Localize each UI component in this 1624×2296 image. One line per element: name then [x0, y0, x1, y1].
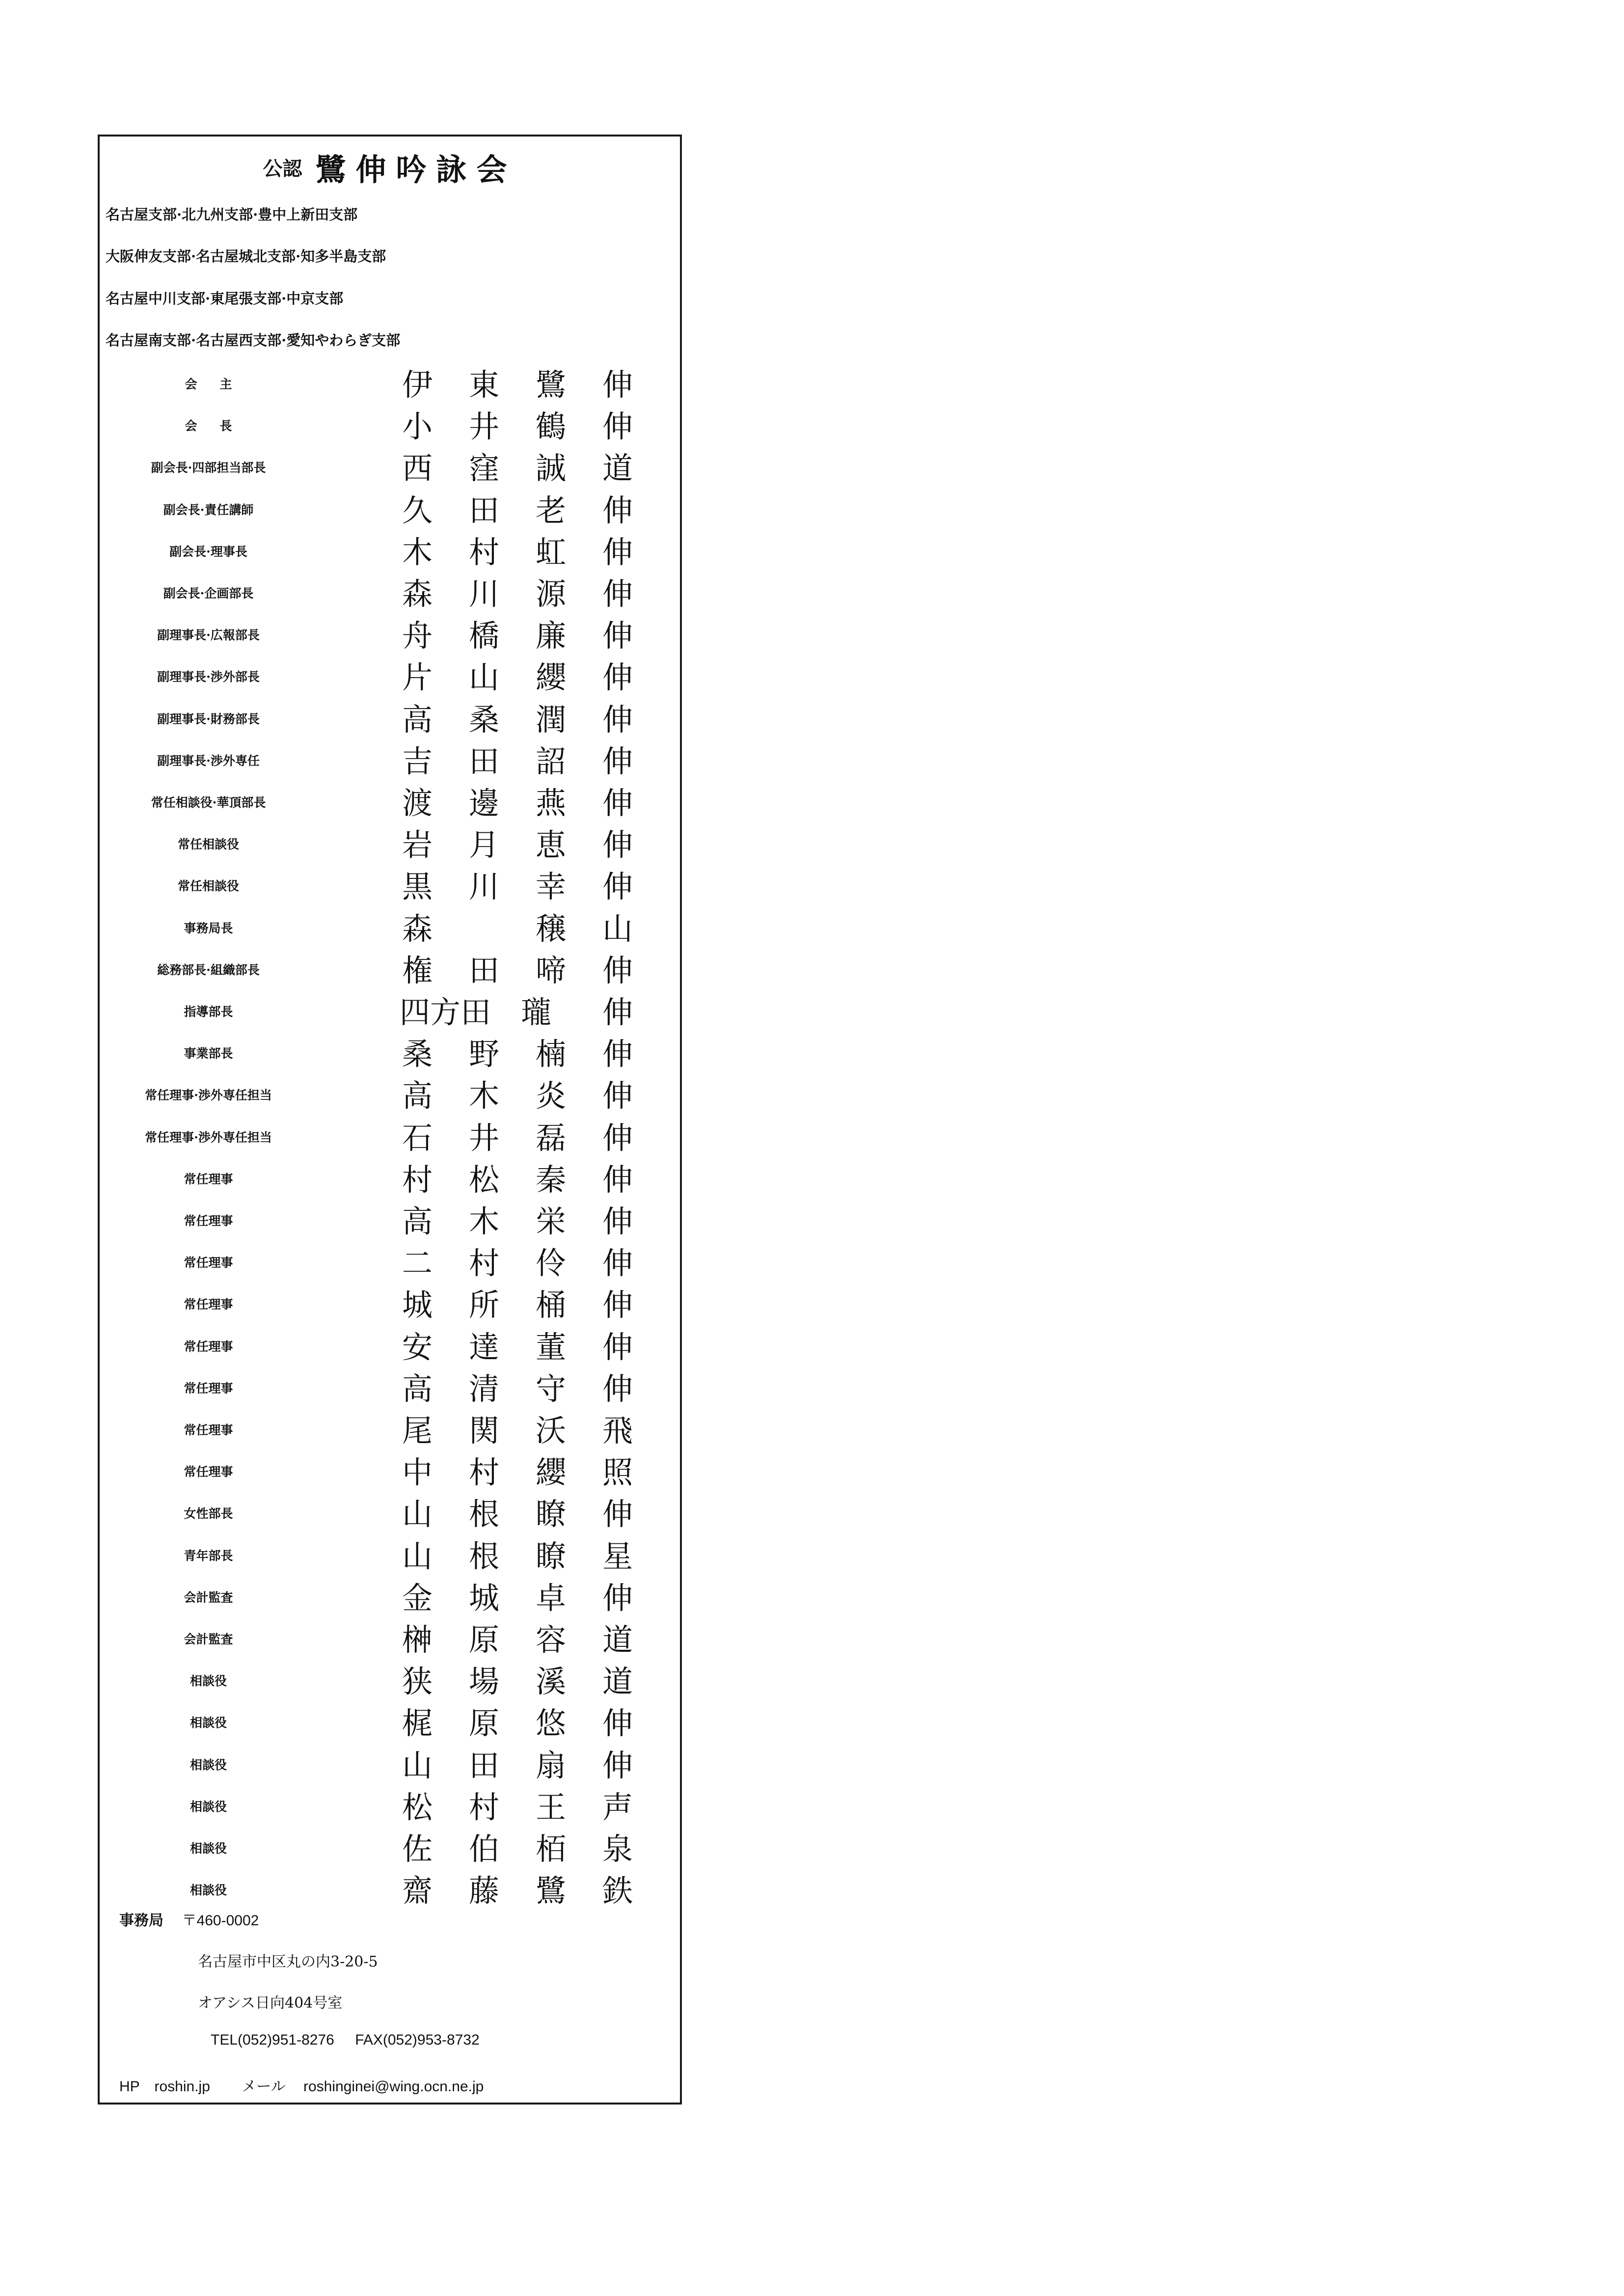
office-contact-line — [211, 2032, 480, 2049]
name-character: 木 — [468, 1203, 499, 1239]
officer-row — [100, 823, 680, 865]
officer-role: 副会長·企画部長 — [163, 586, 254, 601]
officer-name — [400, 1285, 635, 1325]
name-character: 誠 — [535, 450, 566, 487]
name-character: 伸 — [602, 701, 633, 738]
name-character: 邊 — [468, 785, 499, 821]
name-character: 卓 — [535, 1580, 566, 1616]
officer-role: 相談役 — [189, 1883, 227, 1898]
officer-name — [400, 909, 635, 949]
name-character: 伸 — [602, 869, 633, 905]
name-character: 鷺 — [535, 367, 566, 403]
mail-link[interactable]: roshinginei@wing.ocn.ne.jp — [303, 2078, 484, 2095]
name-character: 伸 — [602, 576, 633, 612]
name-character: 根 — [468, 1496, 499, 1532]
name-character: 二 — [402, 1245, 433, 1282]
mail-label: メール — [242, 2078, 286, 2095]
officer-row — [100, 1074, 680, 1116]
name-character: 伸 — [602, 743, 633, 779]
officer-role: 常任相談役 — [177, 837, 239, 852]
officer-row — [100, 949, 680, 991]
officer-row — [100, 447, 680, 489]
officer-row — [100, 614, 680, 656]
name-character: 月 — [468, 827, 499, 863]
officer-name — [400, 1160, 635, 1200]
officer-role: 女性部長 — [184, 1506, 233, 1521]
name-character: 佐 — [402, 1831, 433, 1867]
officer-name — [400, 825, 635, 865]
name-character: 城 — [468, 1580, 499, 1616]
name-character: 小 — [402, 409, 433, 445]
officer-role: 常任理事 — [184, 1172, 233, 1186]
name-character: 桑 — [468, 701, 499, 738]
name-character: 梶 — [402, 1705, 433, 1742]
name-character: 星 — [602, 1538, 633, 1574]
officer-name — [400, 867, 635, 906]
officer-role: 総務部長·組織部長 — [157, 962, 260, 977]
name-character: 伸 — [602, 534, 633, 570]
name-character: 廉 — [535, 618, 566, 654]
name-character: 場 — [468, 1664, 499, 1700]
officer-name — [400, 993, 635, 1032]
name-character: 伸 — [602, 1203, 633, 1239]
name-character: 伸 — [602, 1496, 633, 1532]
officer-role: 事業部長 — [184, 1046, 233, 1061]
officer-role: 常任理事 — [184, 1214, 233, 1228]
name-character: 松 — [468, 1161, 499, 1198]
name-character: 齋 — [402, 1873, 433, 1909]
officer-row — [100, 740, 680, 782]
name-character: 田 — [468, 952, 499, 988]
officer-role: 副会長·理事長 — [169, 544, 247, 559]
office-web-line — [119, 2074, 484, 2096]
name-character: 村 — [402, 1161, 433, 1198]
name-character: 伸 — [602, 492, 633, 528]
officer-name — [400, 574, 635, 614]
name-character: 伸 — [602, 1120, 633, 1156]
name-character: 伸 — [602, 1161, 633, 1198]
officer-name — [400, 407, 635, 446]
name-character: 道 — [602, 450, 633, 487]
name-character: 纓 — [535, 1454, 566, 1491]
name-character: 達 — [468, 1329, 499, 1365]
name-character: 根 — [468, 1538, 499, 1574]
branch-line: 大阪伸友支部·名古屋城北支部·知多半島支部 — [106, 248, 386, 265]
branch-line: 名古屋中川支部·東尾張支部·中京支部 — [106, 290, 344, 307]
header — [100, 145, 680, 189]
name-character: 窪 — [468, 450, 499, 487]
officer-name — [400, 1328, 635, 1367]
name-character: 原 — [468, 1705, 499, 1742]
name-character: 井 — [468, 1120, 499, 1156]
officer-role: 常任理事 — [184, 1339, 233, 1354]
name-character: 伸 — [602, 785, 633, 821]
name-character: 燕 — [535, 785, 566, 821]
officer-row — [100, 1618, 680, 1660]
officer-row — [100, 1577, 680, 1618]
name-character: 伸 — [602, 1036, 633, 1072]
name-character: 高 — [402, 1370, 433, 1407]
name-character: 田 — [468, 492, 499, 528]
name-character: 村 — [468, 1245, 499, 1282]
officer-role: 会主 — [185, 377, 255, 391]
officer-name — [400, 1411, 635, 1450]
officer-role: 常任理事 — [184, 1423, 233, 1437]
name-character: 王 — [535, 1789, 566, 1825]
officer-row — [100, 1284, 680, 1325]
name-character: 田 — [468, 1747, 499, 1783]
name-character: 伸 — [602, 827, 633, 863]
name-character: 所 — [468, 1287, 499, 1323]
officer-name — [400, 1202, 635, 1241]
officer-name — [400, 365, 635, 405]
officer-row — [100, 1702, 680, 1744]
name-character: 伯 — [468, 1831, 499, 1867]
officer-row — [100, 698, 680, 740]
name-character: 伸 — [602, 1705, 633, 1742]
officer-row — [100, 1660, 680, 1702]
name-character: 瞭 — [535, 1496, 566, 1532]
name-character: 磊 — [535, 1120, 566, 1156]
officer-name — [400, 1035, 635, 1074]
name-character: 久 — [402, 492, 433, 528]
name-character: 瓏 — [520, 994, 551, 1030]
name-character: 纓 — [535, 659, 566, 696]
name-character: 悠 — [535, 1705, 566, 1742]
name-character: 田 — [468, 743, 499, 779]
name-character: 桑 — [402, 1036, 433, 1072]
name-character: 石 — [402, 1120, 433, 1156]
name-character: 栄 — [535, 1203, 566, 1239]
name-character: 伶 — [535, 1245, 566, 1282]
name-character: 伸 — [602, 1329, 633, 1365]
name-character: 山 — [602, 910, 633, 947]
name-character: 伸 — [602, 1287, 633, 1323]
officer-role: 常任理事 — [184, 1256, 233, 1270]
officer-role: 相談役 — [189, 1841, 227, 1856]
officer-name — [400, 1830, 635, 1869]
name-character: 穣 — [535, 910, 566, 947]
name-character: 木 — [402, 534, 433, 570]
officer-role: 副会長·四部担当部長 — [151, 461, 266, 475]
officer-name — [400, 533, 635, 572]
officer-row — [100, 1158, 680, 1200]
name-character: 高 — [402, 701, 433, 738]
officer-row — [100, 782, 680, 823]
name-character: 安 — [402, 1329, 433, 1365]
officer-role: 副理事長·広報部長 — [157, 628, 260, 643]
office-building: オアシス日向404号室 — [198, 1995, 343, 2012]
officer-role: 常任理事 — [184, 1465, 233, 1479]
name-character: 高 — [402, 1078, 433, 1114]
name-character: 吉 — [402, 743, 433, 779]
name-character: 沃 — [535, 1413, 566, 1449]
name-character: 啼 — [535, 952, 566, 988]
officer-role: 会計監査 — [184, 1632, 233, 1646]
name-character: 栢 — [535, 1831, 566, 1867]
name-character: 中 — [402, 1454, 433, 1491]
officer-role: 相談役 — [189, 1757, 227, 1772]
name-character: 秦 — [535, 1161, 566, 1198]
officer-row — [100, 1242, 680, 1284]
officer-name — [400, 449, 635, 488]
name-character: 伸 — [602, 952, 633, 988]
association-name: 鷺伸吟詠会 — [315, 152, 517, 188]
name-character: 渡 — [402, 785, 433, 821]
office-address: 名古屋市中区丸の内3-20-5 — [198, 1953, 378, 1970]
name-character: 源 — [535, 576, 566, 612]
name-character: 守 — [535, 1370, 566, 1407]
name-character: 川 — [468, 869, 499, 905]
name-character: 山 — [402, 1747, 433, 1783]
name-character: 金 — [402, 1580, 433, 1616]
officer-name — [400, 1746, 635, 1785]
officer-row — [100, 1744, 680, 1786]
name-character: 橋 — [468, 618, 499, 654]
officer-row — [100, 1117, 680, 1158]
name-character: 伸 — [602, 1747, 633, 1783]
name-character: 鶴 — [535, 409, 566, 445]
officer-row — [100, 1451, 680, 1493]
branch-line: 名古屋南支部·名古屋西支部·愛知やわらぎ支部 — [106, 332, 401, 349]
name-character: 高 — [402, 1203, 433, 1239]
officer-row — [100, 1786, 680, 1828]
office-tel: TEL(052)951-8276 — [211, 2032, 334, 2048]
officer-name — [400, 1871, 635, 1911]
name-character: 尾 — [402, 1413, 433, 1449]
name-character: 川 — [468, 576, 499, 612]
officer-row — [100, 405, 680, 447]
officer-name — [400, 1704, 635, 1743]
name-character: 村 — [468, 1454, 499, 1491]
name-character: 村 — [468, 534, 499, 570]
name-character: 扇 — [535, 1747, 566, 1783]
officer-row — [100, 363, 680, 405]
officer-name — [400, 742, 635, 781]
officer-row — [100, 531, 680, 573]
office-label: 事務局 — [119, 1912, 163, 1929]
name-character: 老 — [535, 492, 566, 528]
name-character: 城 — [402, 1287, 433, 1323]
officer-row — [100, 573, 680, 614]
name-character: 瞭 — [535, 1538, 566, 1574]
name-character: 董 — [535, 1329, 566, 1365]
officer-role: 会長 — [185, 419, 255, 434]
officer-name — [400, 1453, 635, 1492]
name-character: 炎 — [535, 1078, 566, 1114]
officer-name — [400, 1537, 635, 1576]
name-character: 伸 — [602, 618, 633, 654]
officer-role: 指導部長 — [184, 1005, 233, 1019]
officer-role: 青年部長 — [184, 1548, 233, 1563]
officer-row — [100, 907, 680, 949]
branch-line: 名古屋支部·北九州支部·豊中上新田支部 — [106, 206, 358, 223]
officer-role: 副理事長·財務部長 — [157, 711, 260, 726]
officer-role: 相談役 — [189, 1716, 227, 1730]
officer-role: 副理事長·渉外専任 — [157, 753, 260, 768]
name-character: 榊 — [402, 1622, 433, 1658]
name-character: 岩 — [402, 827, 433, 863]
name-character: 藤 — [468, 1873, 499, 1909]
officer-role: 常任相談役·華頂部長 — [151, 795, 266, 810]
name-character: 伸 — [602, 1245, 633, 1282]
officer-row — [100, 1409, 680, 1451]
name-character: 四方田 — [400, 994, 491, 1030]
officer-row — [100, 656, 680, 698]
officer-row — [100, 1033, 680, 1074]
officer-name — [400, 1579, 635, 1618]
name-character: 幸 — [535, 869, 566, 905]
name-character: 狭 — [402, 1664, 433, 1700]
officer-name — [400, 1119, 635, 1158]
officer-role: 常任理事·渉外専任担当 — [145, 1130, 272, 1145]
officer-name — [400, 1076, 635, 1116]
officer-role: 相談役 — [189, 1799, 227, 1814]
name-character: 泉 — [602, 1831, 633, 1867]
name-character: 伸 — [602, 409, 633, 445]
officer-role: 常任理事 — [184, 1381, 233, 1395]
officer-role: 相談役 — [189, 1674, 227, 1689]
name-character: 伸 — [602, 659, 633, 696]
name-character: 伸 — [602, 1580, 633, 1616]
name-character: 原 — [468, 1622, 499, 1658]
officer-name — [400, 658, 635, 697]
name-character: 関 — [468, 1413, 499, 1449]
directory-box — [98, 135, 682, 2105]
name-character: 山 — [402, 1496, 433, 1532]
officer-name — [400, 1662, 635, 1701]
name-character: 照 — [602, 1454, 633, 1491]
name-character: 詔 — [535, 743, 566, 779]
name-character: 溪 — [535, 1664, 566, 1700]
name-character: 片 — [402, 659, 433, 696]
name-character: 井 — [468, 409, 499, 445]
name-character: 村 — [468, 1789, 499, 1825]
officer-role: 常任理事 — [184, 1297, 233, 1312]
name-character: 伸 — [602, 1078, 633, 1114]
name-character: 野 — [468, 1036, 499, 1072]
name-character: 伊 — [402, 367, 433, 403]
name-character: 舟 — [402, 618, 433, 654]
office-postal-line — [119, 1908, 259, 1930]
certified-label: 公認 — [263, 158, 302, 180]
name-character: 楠 — [535, 1036, 566, 1072]
officer-name — [400, 491, 635, 530]
officer-row — [100, 1326, 680, 1367]
hp-label: HP — [119, 2078, 140, 2095]
name-character: 伸 — [602, 1370, 633, 1407]
officer-name — [400, 1369, 635, 1409]
office-postal: 〒460-0002 — [182, 1913, 259, 1929]
officer-row — [100, 1493, 680, 1534]
officer-row — [100, 1828, 680, 1869]
name-character: 清 — [468, 1370, 499, 1407]
officer-row — [100, 865, 680, 907]
name-character: 道 — [602, 1622, 633, 1658]
name-character: 潤 — [535, 701, 566, 738]
name-character: 森 — [402, 576, 433, 612]
officer-row — [100, 1535, 680, 1577]
name-character: 山 — [402, 1538, 433, 1574]
officer-name — [400, 1620, 635, 1660]
officer-role: 会計監査 — [184, 1590, 233, 1605]
name-character: 声 — [602, 1789, 633, 1825]
name-character: 東 — [468, 367, 499, 403]
officer-row — [100, 1200, 680, 1242]
officer-name — [400, 1788, 635, 1827]
name-character: 道 — [602, 1664, 633, 1700]
officer-role: 副会長·責任講師 — [163, 502, 254, 517]
officer-role: 常任理事·渉外専任担当 — [145, 1088, 272, 1103]
office-fax: FAX(052)953-8732 — [355, 2032, 480, 2048]
officer-role: 常任相談役 — [177, 879, 239, 894]
officer-name — [400, 700, 635, 739]
officer-name — [400, 616, 635, 656]
name-character — [466, 909, 502, 949]
name-character: 西 — [402, 450, 433, 487]
name-character: 桶 — [535, 1287, 566, 1323]
hp-link[interactable]: roshin.jp — [154, 2078, 210, 2095]
name-character: 鉄 — [602, 1873, 633, 1909]
name-character: 山 — [468, 659, 499, 696]
name-character: 権 — [402, 952, 433, 988]
name-character: 鷺 — [535, 1873, 566, 1909]
name-character: 伸 — [602, 367, 633, 403]
officer-row — [100, 1367, 680, 1409]
name-character: 森 — [402, 910, 433, 947]
officer-row — [100, 1869, 680, 1911]
name-character: 飛 — [602, 1413, 633, 1449]
officer-row — [100, 489, 680, 531]
officer-name — [400, 1244, 635, 1283]
name-character: 恵 — [535, 827, 566, 863]
name-character: 虹 — [535, 534, 566, 570]
officer-role: 事務局長 — [184, 921, 233, 935]
name-character: 伸 — [602, 994, 633, 1030]
name-character: 黒 — [402, 869, 433, 905]
name-character: 木 — [468, 1078, 499, 1114]
officer-name — [400, 1495, 635, 1534]
officer-name — [400, 951, 635, 990]
officer-name — [400, 784, 635, 823]
name-character: 容 — [535, 1622, 566, 1658]
name-character: 松 — [402, 1789, 433, 1825]
officer-role: 副理事長·渉外部長 — [157, 670, 260, 684]
officer-row — [100, 991, 680, 1033]
